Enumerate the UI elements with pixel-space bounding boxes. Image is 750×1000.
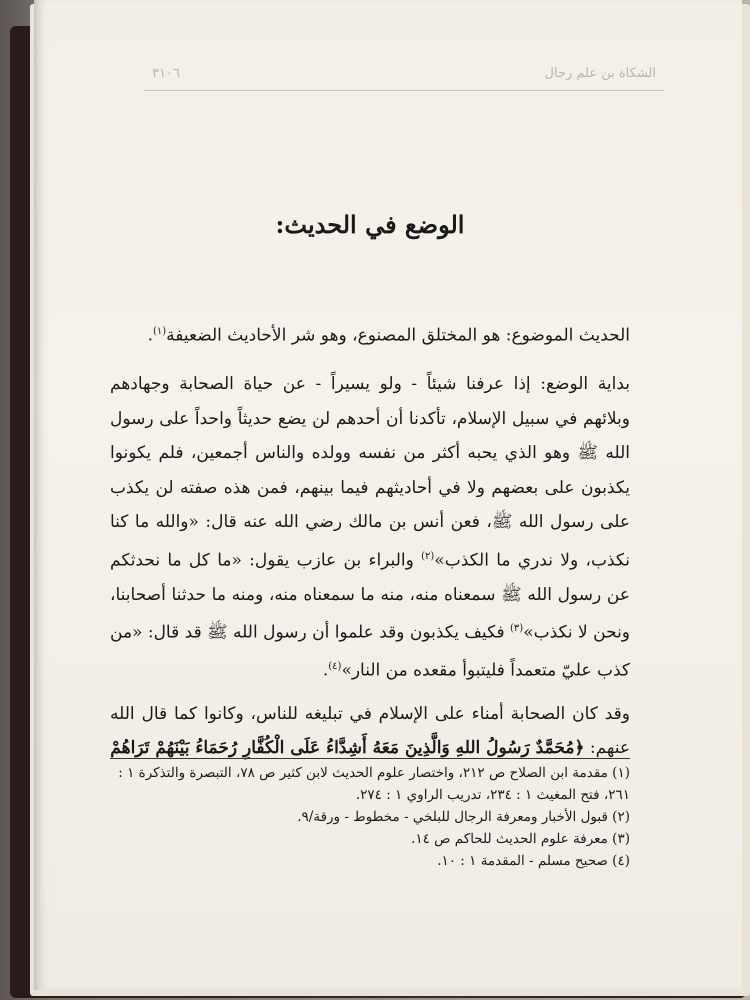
main-text xyxy=(110,210,630,774)
quran-verse: ﴿مُحَمَّدٌ رَسُولُ اللهِ وَالَّذِينَ مَعَهُ أَشِدَّاءُ عَلَى الْكُفَّارِ رُحَمَاءُ بَيْنَهُمْ تَرَاهُمْ xyxy=(110,738,585,759)
definition-text: الحديث الموضوع: هو المختلق المصنوع، وهو شر الأحاديث الضعيفة xyxy=(166,325,630,346)
bara-text: والبراء بن عازب يقول: «ما كل ما نحدثكم عن رسول الله ﷺ سمعناه منه، منه ما سمعناه منه، ومنه ما حدثنا أصحابنا، ونحن لا نكذب» xyxy=(110,550,631,643)
footnotes xyxy=(110,762,630,872)
footnote-ref-1: (١) xyxy=(152,326,167,337)
section-heading: الوضع في الحديث: xyxy=(275,210,465,239)
running-header xyxy=(144,62,664,91)
footnote-1: (١) مقدمة ابن الصلاح ص ٢١٢، واختصار علوم الحديث لابن كثير ص ٧٨، التبصرة والتذكرة ١ : ٢٦١، فتح المغيث ١ : ٢٣٤، تدريب الراوي ١ : ٢٧٤. xyxy=(118,765,630,803)
companions-paragraph xyxy=(110,697,630,766)
footnote-2: (٢) قبول الأخبار ومعرفة الرجال للبلخي - مخطوط - ورقة/٩. xyxy=(297,809,630,825)
footnote-ref-2: (٢) xyxy=(421,550,435,562)
hadith-text: فكيف يكذبون وقد علموا أن رسول الله ﷺ قد قال: «من كذب عليّ متعمداً فليتبوأ مقعده من النار» xyxy=(110,622,630,682)
header-title: الشكاة بن علم رجال xyxy=(544,66,656,81)
header-page-number: ٣١٠٦ xyxy=(152,66,180,81)
footnote-ref-4: (٤) xyxy=(328,661,342,673)
companions-text: وقد كان الصحابة أمناء على الإسلام في تبليغه للناس، وكانوا كما قال الله عنهم: xyxy=(110,703,630,759)
definition-paragraph: الحديث الموضوع: هو المختلق المصنوع، وهو شر الأحاديث الضعيفة$^{(١)}$. xyxy=(147,325,630,346)
origin-text: بداية الوضع: إذا عرفنا شيئاً - ولو يسيراً - عن حياة الصحابة وجهادهم وبلائهم في سبيل الإسلام، تأكدنا أن أحدهم لن يضع حديثاً واحداً على رسول الله ﷺ وهو الذي يحبه أكثر من نفسه وولده والناس أجمعين، فلم يكونوا يكذبون على بعضهم ولا في أحاديثهم فيما بينهم، فمن هذه صفته لن يكذب على رسول الله ﷺ، فعن أنس بن مالك رضي الله عنه قال: «والله ما كنا نكذب، ولا ندري ما الكذب» xyxy=(110,374,630,571)
footnote-3: (٣) معرفة علوم الحديث للحاكم ص ١٤. xyxy=(411,831,630,847)
footnote-ref-3: (٣) xyxy=(510,623,524,635)
origin-paragraph: بداية الوضع: إذا عرفنا شيئاً - ولو يسيراً - عن حياة الصحابة وجهادهم وبلائهم في سبيل الإسلام، تأكدنا أن أحدهم لن يضع حديثاً واحداً على رسول الله ﷺ وهو الذي يحبه أكثر من نفسه وولده والناس أجمعين، فلم يكونوا يكذبون على بعضهم ولا في أحاديثهم فيما بينهم، فمن هذه صفته لن يكذب على رسول الله ﷺ، فعن أنس بن مالك رضي الله عنه قال: «والله ما كنا نكذب، ولا ندري ما الكذب»$^{(٢)}$ والبراء بن عازب يقول: «ما كل ما نحدثكم عن رسول الله ﷺ سمعناه منه، منه ما سمعناه منه، ومنه ما حدثنا أصحابنا، ونحن لا نكذب»$^{(٣)}$ فكيف يكذبون وقد علموا أن رسول الله ﷺ قد قال: «من كذب عليّ متعمداً فليتبوأ مقعده من النار»$^{(٤)}$. xyxy=(110,374,631,682)
footnote-4: (٤) صحيح مسلم - المقدمة ١ : ١٠. xyxy=(437,853,630,869)
footnote-divider xyxy=(110,758,630,759)
